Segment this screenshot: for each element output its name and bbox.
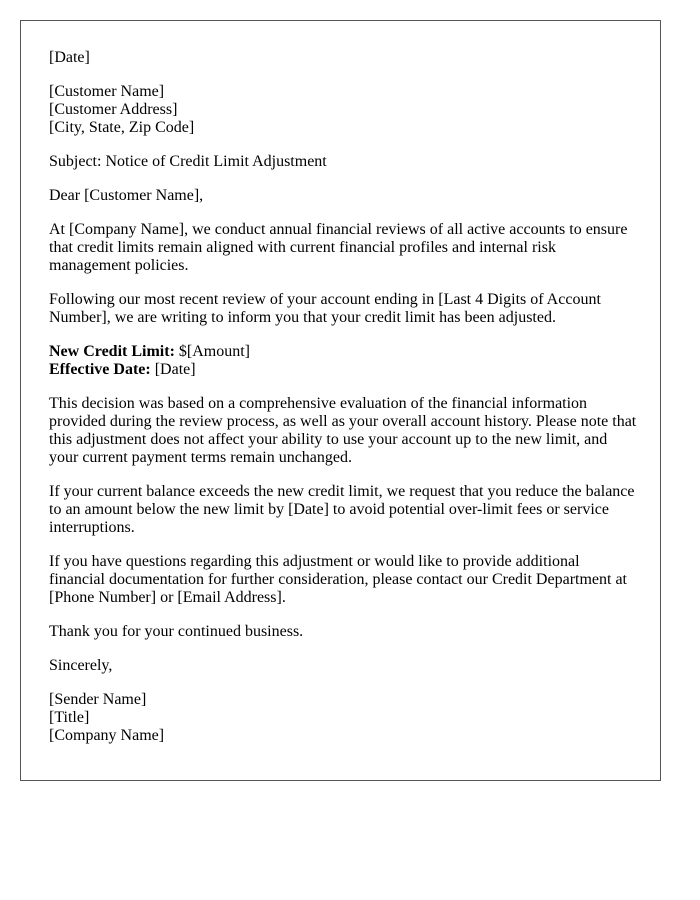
credit-details <box>49 343 637 379</box>
date: [Date] <box>49 49 90 66</box>
recipient-address <box>49 83 637 137</box>
recipient-street: [Customer Address] <box>49 101 178 118</box>
effective-date <box>49 361 637 379</box>
new-limit-value: $[Amount] <box>174 343 251 360</box>
sender-name: [Sender Name] <box>49 691 147 708</box>
effective-date-value: [Date] <box>150 361 196 378</box>
signature-block <box>49 691 637 745</box>
sender-title: [Title] <box>49 709 90 726</box>
recipient-name: [Customer Name] <box>49 83 165 100</box>
sender-company: [Company Name] <box>49 727 165 744</box>
paragraph-contact: If you have questions regarding this adjustment or would like to provide additional financial documentation for further consideration, please contact our Credit Department at [Phone Number] or [Email Address]. <box>49 553 627 606</box>
closing: Sincerely, <box>49 657 113 674</box>
effective-date-label: Effective Date: <box>49 361 151 378</box>
paragraph-review: Following our most recent review of your account ending in [Last 4 Digits of Account Number], we are writing to inform you that your credit limit has been adjusted. <box>49 291 601 326</box>
subject: Subject: Notice of Credit Limit Adjustment <box>49 153 327 170</box>
salutation: Dear [Customer Name], <box>49 187 204 204</box>
recipient-city: [City, State, Zip Code] <box>49 119 195 136</box>
new-credit-limit <box>49 343 637 361</box>
paragraph-decision: This decision was based on a comprehensive evaluation of the financial information provided during the review process, as well as your overall account history. Please note that this adjustment does not affect your ability to use your account up to the new limit, and your current payment terms remain unchanged. <box>49 395 637 466</box>
letter <box>20 20 661 781</box>
new-limit-label: New Credit Limit: <box>49 343 175 360</box>
paragraph-intro: At [Company Name], we conduct annual financial reviews of all active accounts to ensure that credit limits remain aligned with current financial profiles and internal risk management policies. <box>49 221 628 274</box>
thanks: Thank you for your continued business. <box>49 623 304 640</box>
paragraph-balance: If your current balance exceeds the new credit limit, we request that you reduce the balance to an amount below the new limit by [Date] to avoid potential over-limit fees or service interruptions. <box>49 483 635 536</box>
